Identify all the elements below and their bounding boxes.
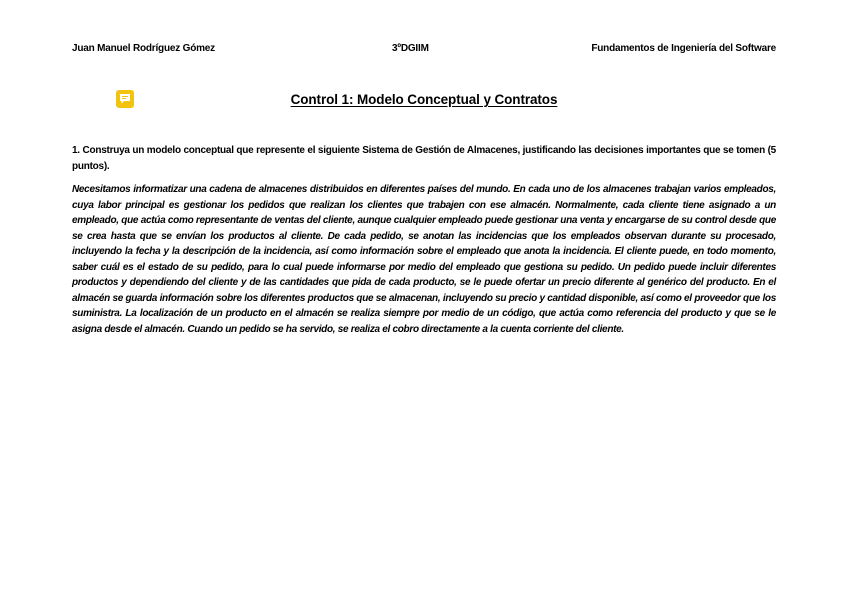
statement-text: Necesitamos informatizar una cadena de almacenes distribuidos en diferentes países del mundo. En cada uno de los almacenes trabajan varios empleados, cuya labor principal es gestionar los pedidos que realizan los clientes que trabajen con ese almacén. Normalmente, cada cliente tiene asignado a un empleado, que actúa como representante de ventas del cliente, aunque cualquier empleado puede gestionar una venta y encargarse de su control desde que se crea hasta que se envían los productos al cliente. De cada pedido, se anotan las incidencias que los empleados observan durante su procesado, incluyendo la fecha y la descripción de la incidencia, así como información sobre el empleado que anota la incidencia. El cliente puede, en todo momento, saber cuál es el estado de su pedido, para lo cual puede informarse por medio del empleado que gestiona su pedido. Un pedido puede incluir diferentes productos y dependiendo del cliente y de las cantidades que pida de cada producto, se le puede ofertar un precio diferente al genérico del producto. En el almacén se guarda información sobre los diferentes productos que se almacenan, incluyendo su precio y cantidad disponible, así como el proveedor que los suministra. La localización de un producto en el almacén se realiza siempre por medio de un código, que actúa como referencia del producto y que se le asigna desde el almacén. Cuando un pedido se ha servido, se realiza el cobro directamente a la cuenta corriente del cliente.	[72, 184, 776, 335]
header-course: 3ºDGIIM	[392, 43, 429, 54]
document-title-text: Control 1: Modelo Conceptual y Contratos	[290, 92, 558, 107]
question-text: 1. Construya un modelo conceptual que represente el siguiente Sistema de Gestión de Almacenes, justificando las decisiones importantes que se tomen (5 puntos).	[72, 145, 776, 172]
header-author: Juan Manuel Rodríguez Gómez	[72, 43, 215, 54]
page-header	[72, 43, 776, 59]
header-subject: Fundamentos de Ingeniería del Software	[591, 43, 776, 54]
document-title	[0, 92, 848, 107]
